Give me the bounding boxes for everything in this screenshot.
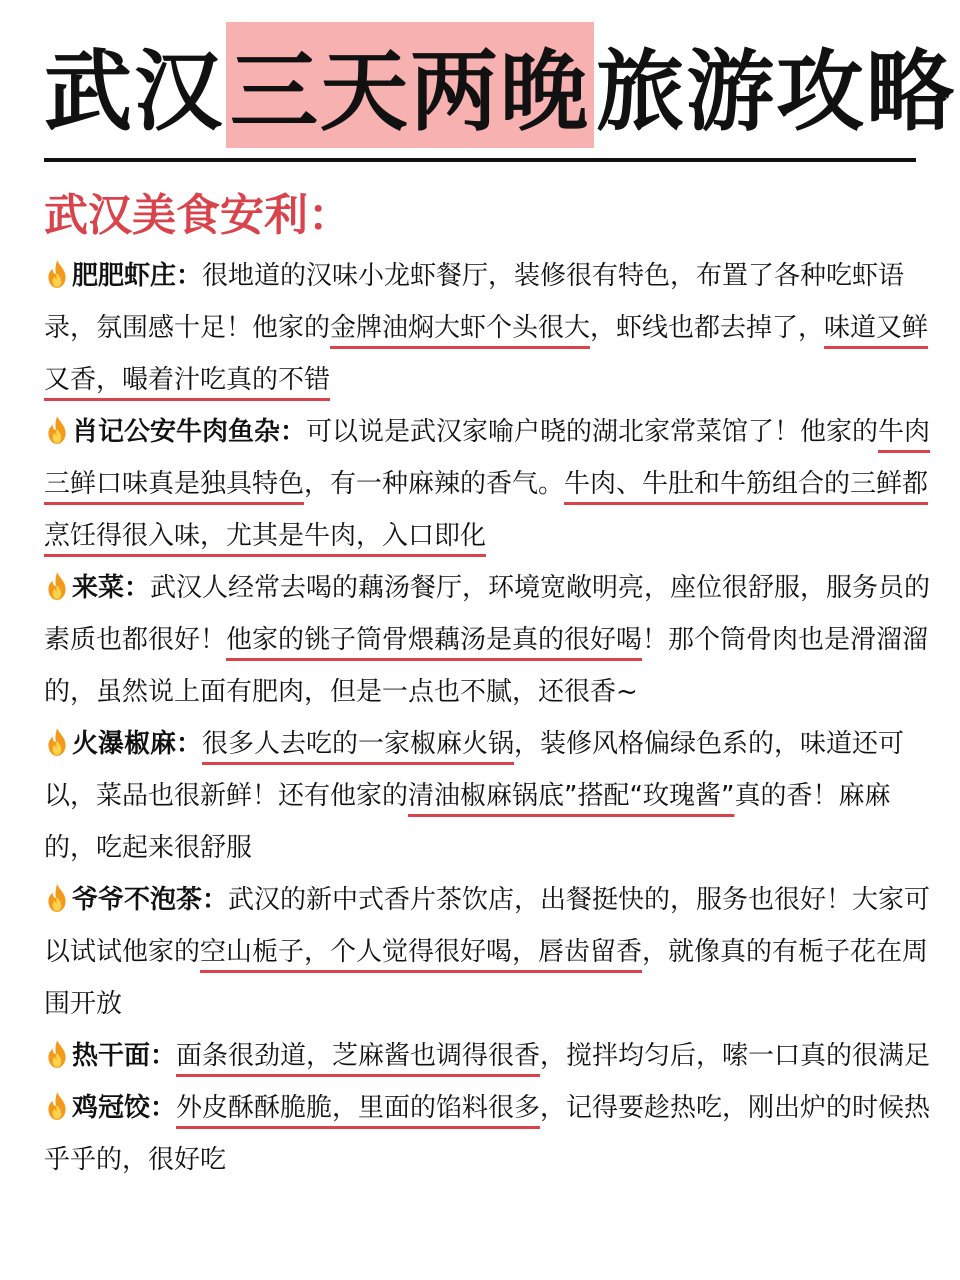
entry-text [44,1082,934,1186]
title-part-2: 旅游攻略 [596,40,957,143]
food-list [44,250,934,1186]
entry-highlight-2: 清油椒麻锅底”搭配“玫瑰酱” [408,781,735,811]
entry-text-1: 很地道的汉味小龙虾餐厅，装修很有特色，布置了各种吃虾语录，氛围感十足！他家的 [44,261,905,343]
entry-highlight-1: 金牌油焖大虾个头很大 [330,313,591,343]
entry-text-2: ，虾线也都去掉了， [590,313,825,343]
entry-text-2: 真的香！麻麻的，吃起来很舒服 [44,781,891,863]
entry-name: 热干面： [72,1041,177,1071]
entry-text-1: ，记得要趁热吃，刚出炉的时候热乎乎的，很好吃 [44,1093,931,1175]
entry-name: 肥肥虾庄： [72,261,203,291]
entry-text [44,250,934,406]
fire-icon [44,727,70,757]
list-item [44,562,934,718]
entry-text-2: ，就像真的有栀子花在周围开放 [44,937,929,1019]
entry-text [44,562,934,718]
entry-name: 鸡冠饺： [72,1093,177,1123]
entry-text-1: 武汉的新中式香片茶饮店，出餐挺快的，服务也很好！大家可以试试他家的 [44,885,931,967]
entry-highlight-2: 味道又鲜又香，嘬着汁吃真的不错 [44,313,929,395]
section-title: 武汉美食安利： [44,190,352,241]
fire-icon [44,1039,70,1069]
entry-highlight-1: 很多人去吃的一家椒麻火锅 [202,729,515,759]
list-item [44,1082,934,1186]
entry-highlight-1: 空山栀子，个人觉得很好喝，唇齿留香 [200,937,643,967]
entry-name: 来菜： [72,573,151,603]
entry-name: 火瀑椒麻： [72,729,203,759]
entry-text [44,406,934,562]
entry-text-2: ！那个筒骨肉也是滑溜溜的，虽然说上面有肥肉，但是一点也不腻，还很香~ [44,625,929,707]
entry-text-1: 武汉人经常去喝的藕汤餐厅，环境宽敞明亮，座位很舒服，服务员的素质也都很好！ [44,573,931,655]
fire-icon [44,883,70,913]
entry-text-2: ，有一种麻辣的香气。 [304,469,565,499]
entry-name: 肖记公安牛肉鱼杂： [72,417,307,447]
entry-text [44,1030,934,1082]
list-item [44,250,934,406]
fire-icon [44,1091,70,1121]
list-item [44,874,934,1030]
entry-highlight-2: 牛肉、牛肚和牛筋组合的三鲜都烹饪得很入味，尤其是牛肉，入口即化 [44,469,929,551]
title-divider [44,158,916,162]
list-item [44,1030,934,1082]
page-title [44,30,957,143]
entry-name: 爷爷不泡茶： [72,885,229,915]
title-highlight: 三天两晚 [226,22,594,148]
entry-text-1: 可以说是武汉家喻户晓的湖北家常菜馆了！他家的 [306,417,879,447]
entry-highlight-1: 外皮酥酥脆脆，里面的馅料很多 [176,1093,541,1123]
entry-text [44,718,934,874]
entry-text-1: ，搅拌均匀后，嗦一口真的很满足 [540,1041,931,1071]
fire-icon [44,571,70,601]
entry-highlight-1: 面条很劲道，芝麻酱也调得很香 [176,1041,541,1071]
entry-text-1: ，装修风格偏绿色系的，味道还可以，菜品也很新鲜！还有他家的 [44,729,905,811]
entry-highlight-1: 牛肉三鲜口味真是独具特色 [44,417,931,499]
entry-text [44,874,934,1030]
title-part-1: 武汉 [44,40,225,143]
entry-highlight-1: 他家的铫子筒骨煨藕汤是真的很好喝 [226,625,643,655]
list-item [44,718,934,874]
fire-icon [44,259,70,289]
list-item [44,406,934,562]
fire-icon [44,415,70,445]
